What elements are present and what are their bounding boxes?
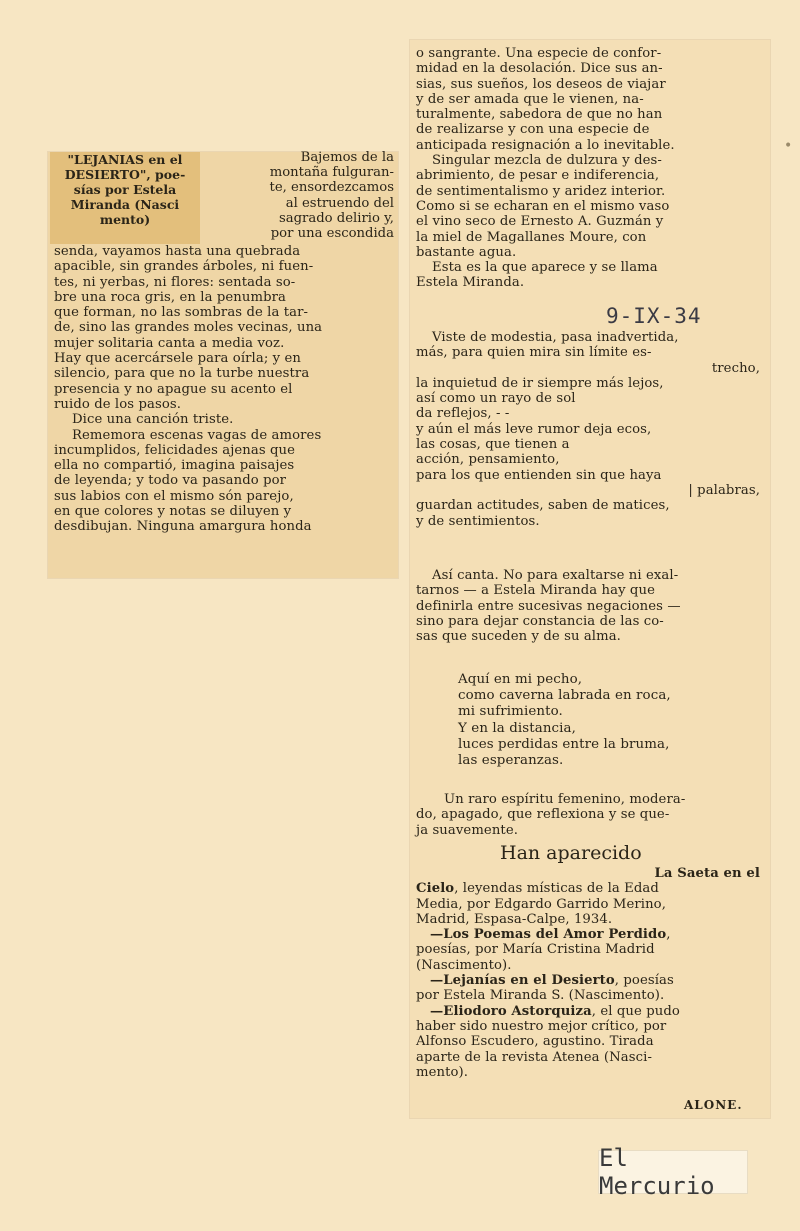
text-line: ja suavemente.: [416, 822, 519, 838]
text-line: o sangrante. Una especie de confor-: [416, 46, 662, 61]
list-line: [416, 1004, 760, 1019]
text-line: do, apagado, que reflexiona y se que-: [416, 807, 670, 823]
list-text: haber sido nuestro mejor crítico, por: [416, 1018, 667, 1034]
text-line: Viste de modestia, pasa inadvertida,: [432, 330, 679, 345]
text-line: Como si se echaran en el mismo vaso: [416, 198, 670, 214]
text-line: para los que entienden sin que haya: [416, 467, 662, 483]
list-line: [416, 897, 760, 912]
text-line: sagrado delirio y,: [278, 210, 394, 226]
list-text: mento).: [416, 1064, 469, 1080]
list-text: , el que pudo: [591, 1003, 680, 1019]
text-line: senda, vayamos hasta una quebrada: [54, 244, 301, 259]
text-line: las cosas, que tienen a: [416, 437, 570, 453]
right-verse-text: [416, 330, 760, 529]
list-bold: —Lejanías en el Desierto: [430, 973, 615, 989]
list-line: [416, 973, 760, 988]
right-paragraph: [416, 568, 760, 644]
closing-paragraph: [416, 792, 760, 838]
list-bold: —Eliodoro Astorquiza: [430, 1003, 592, 1019]
list-line: [416, 1050, 760, 1065]
text-line: sias, sus sueños, los deseos de viajar: [416, 76, 666, 92]
text-line: y de ser amada que le vienen, na-: [416, 91, 644, 107]
left-body-text: [54, 244, 392, 535]
text-line: da reflejos, - -: [416, 406, 510, 422]
text-line: sino para dejar constancia de las co-: [416, 613, 664, 629]
text-line: bre una roca gris, en la penumbra: [54, 289, 286, 305]
section-heading: Han aparecido: [500, 842, 642, 864]
poem-line: Aquí en mi pecho,: [458, 672, 583, 687]
list-text: poesías, por María Cristina Madrid: [416, 942, 655, 958]
text-line: | palabras,: [688, 482, 760, 498]
text-line: Así canta. No para exaltarse ni exal-: [432, 568, 679, 583]
text-line: turalmente, sabedora de que no han: [416, 107, 663, 123]
title-line: mento): [99, 212, 151, 227]
text-line: así como un rayo de sol: [416, 391, 576, 407]
text-line: desdibujan. Ninguna amargura honda: [54, 519, 312, 535]
list-text: , leyendas místicas de la Edad: [454, 881, 659, 897]
text-line: Singular mezcla de dulzura y des-: [432, 153, 662, 169]
text-line: de leyenda; y todo va pasando por: [54, 473, 287, 489]
right-top-text: [416, 46, 760, 291]
text-line: te, ensordezcamos: [269, 180, 394, 196]
edge-mark: •: [784, 138, 793, 154]
list-bold: La Saeta en el: [654, 866, 760, 881]
text-line: sas que suceden y de su alma.: [416, 629, 621, 645]
text-line: guardan actitudes, saben de matices,: [416, 498, 670, 514]
list-line: [416, 866, 760, 881]
text-line: montaña fulguran-: [269, 165, 394, 181]
list-bold: —Los Poemas del Amor Perdido: [430, 927, 667, 943]
poem-line: las esperanzas.: [458, 753, 564, 769]
list-text: Media, por Edgardo Garrido Merino,: [416, 896, 666, 912]
list-line: [416, 927, 760, 942]
text-line: mujer solitaria canta a media voz.: [54, 335, 285, 351]
poem-line: como caverna labrada en roca,: [458, 688, 671, 704]
list-text: Madrid, Espasa-Calpe, 1934.: [416, 911, 613, 927]
title-line: sías por Estela: [73, 182, 177, 197]
list-text: Alfonso Escudero, agustino. Tirada: [416, 1034, 654, 1050]
list-line: [416, 1034, 760, 1049]
title-line: "LEJANIAS en el: [67, 152, 183, 167]
text-line: abrimiento, de pesar e indiferencia,: [416, 168, 660, 184]
list-line: [416, 881, 760, 896]
poem-line: mi sufrimiento.: [458, 704, 563, 720]
text-line: ella no compartió, imagina paisajes: [54, 458, 295, 474]
text-line: la miel de Magallanes Moure, con: [416, 229, 647, 245]
title-line: Miranda (Nasci: [70, 197, 180, 212]
text-line: por una escondida: [270, 226, 394, 242]
list-line: [416, 1065, 760, 1080]
text-line: al estruendo del: [285, 195, 394, 211]
list-text: aparte de la revista Atenea (Nasci-: [416, 1049, 652, 1065]
list-line: [416, 958, 760, 973]
text-line: de, sino las grandes moles vecinas, una: [54, 320, 323, 336]
text-line: el vino seco de Ernesto A. Guzmán y: [416, 214, 664, 230]
list-line: [416, 1019, 760, 1034]
list-line: [416, 988, 760, 1003]
text-line: de sentimentalismo y aridez interior.: [416, 183, 666, 199]
text-line: Dice una canción triste.: [72, 412, 234, 428]
text-line: ruido de los pasos.: [54, 396, 182, 412]
text-line: bastante agua.: [416, 244, 517, 260]
text-line: que forman, no las sombras de la tar-: [54, 305, 309, 321]
text-line: acción, pensamiento,: [416, 452, 560, 468]
title-line: DESIERTO", poe-: [64, 167, 186, 182]
text-line: presencia y no apague su acento el: [54, 381, 293, 397]
text-line: en que colores y notas se diluyen y: [54, 504, 292, 520]
text-line: midad en la desolación. Dice sus an-: [416, 61, 663, 77]
list-text: ,: [666, 927, 671, 943]
text-line: y de sentimientos.: [416, 513, 540, 529]
intro-text: [212, 150, 394, 241]
poem-line: luces perdidas entre la bruma,: [458, 736, 670, 752]
text-line: sus labios con el mismo són parejo,: [54, 488, 294, 504]
text-line: tarnos — a Estela Miranda hay que: [416, 583, 655, 599]
text-line: trecho,: [711, 360, 760, 376]
new-books-list: [416, 866, 760, 1080]
text-line: Estela Miranda.: [416, 275, 525, 291]
article-title: [50, 152, 200, 244]
handwritten-date: 9-IX-34: [606, 304, 702, 328]
text-line: más, para quien mira sin límite es-: [416, 345, 652, 361]
text-line: anticipada resignación a lo inevitable.: [416, 137, 675, 153]
author-signature: ALONE.: [684, 1098, 743, 1112]
text-line: de realizarse y con una especie de: [416, 122, 650, 138]
text-line: silencio, para que no la turbe nuestra: [54, 366, 310, 382]
text-line: Esta es la que aparece y se llama: [432, 260, 658, 276]
text-line: Bajemos de la: [300, 150, 394, 165]
text-line: tes, ni yerbas, ni flores: sentada so-: [54, 274, 296, 290]
list-line: [416, 912, 760, 927]
quoted-poem: [458, 672, 758, 769]
text-line: Hay que acercársele para oírla; y en: [54, 351, 302, 367]
poem-line: Y en la distancia,: [458, 720, 576, 736]
text-line: y aún el más leve rumor deja ecos,: [416, 421, 652, 437]
list-line: [416, 942, 760, 957]
text-line: incumplidos, felicidades ajenas que: [54, 442, 296, 458]
text-line: Rememora escenas vagas de amores: [72, 427, 322, 443]
text-line: Un raro espíritu femenino, modera-: [444, 792, 686, 807]
list-text: (Nascimento).: [416, 957, 512, 973]
text-line: definirla entre sucesivas negaciones —: [416, 598, 681, 614]
list-bold: Cielo: [416, 881, 455, 897]
text-line: apacible, sin grandes árboles, ni fuen-: [54, 259, 314, 275]
text-line: la inquietud de ir siempre más lejos,: [416, 375, 664, 391]
list-text: por Estela Miranda S. (Nascimento).: [416, 988, 665, 1004]
list-text: , poesías: [614, 973, 674, 989]
newspaper-stamp: El Mercurio: [598, 1150, 748, 1194]
